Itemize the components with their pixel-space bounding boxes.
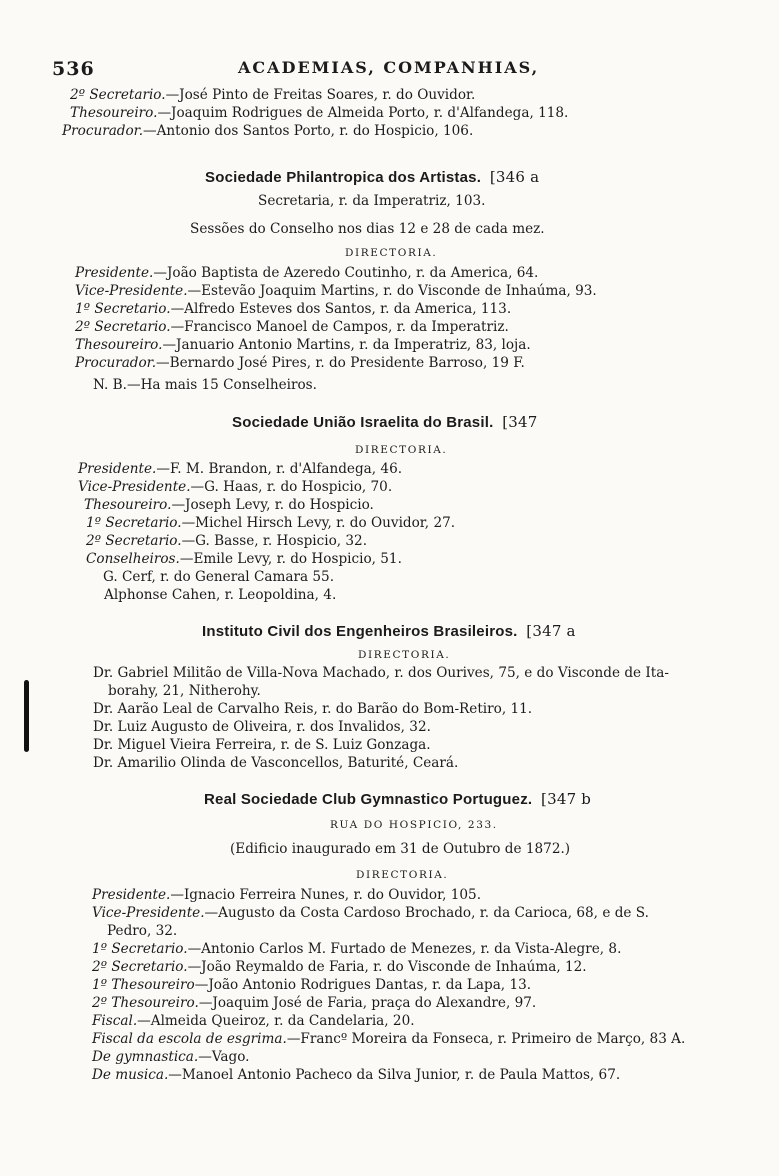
entry-line: 1º Secretario.—Alfredo Esteves dos Santos, r. da America, 113. bbox=[75, 301, 512, 317]
entry-line: Vice-Presidente.—Augusto da Costa Cardoso Brochado, r. da Carioca, 68, e de S. bbox=[92, 905, 649, 921]
section-heading: DIRECTORIA. bbox=[345, 247, 438, 259]
section-heading: DIRECTORIA. bbox=[358, 649, 451, 661]
entry-line: 1º Secretario.—Antonio Carlos M. Furtado de Menezes, r. da Vista-Alegre, 8. bbox=[92, 941, 622, 957]
section-title: Real Sociedade Club Gymnastico Portuguez. [347 b bbox=[204, 790, 592, 808]
entry-line: Dr. Gabriel Militão de Villa-Nova Machado, r. dos Ourives, 75, e do Visconde de Ita- bbox=[93, 665, 669, 681]
entry-line: Dr. Aarão Leal de Carvalho Reis, r. do Barão do Bom-Retiro, 11. bbox=[93, 701, 533, 717]
entry-line: Dr. Amarilio Olinda de Vasconcellos, Baturité, Ceará. bbox=[93, 755, 459, 771]
entry-line: 2º Secretario.—João Reymaldo de Faria, r. do Visconde de Inhaúma, 12. bbox=[92, 959, 587, 975]
entry-line: Fiscal da escola de esgrima.—Francº Moreira da Fonseca, r. Primeiro de Março, 83 A. bbox=[92, 1031, 686, 1047]
entry-line: 2º Secretario.—Francisco Manoel de Campos, r. da Imperatriz. bbox=[75, 319, 509, 335]
entry-line: Presidente.—Ignacio Ferreira Nunes, r. do Ouvidor, 105. bbox=[92, 887, 482, 903]
entry-line: Procurador.—Antonio dos Santos Porto, r. do Hospicio, 106. bbox=[62, 123, 474, 139]
entry-line: Thesoureiro.—Joaquim Rodrigues de Almeida Porto, r. d'Alfandega, 118. bbox=[70, 105, 569, 121]
section-title: Instituto Civil dos Engenheiros Brasileiros. [347 a bbox=[202, 622, 576, 640]
entry-line: Vice-Presidente.—Estevão Joaquim Martins, r. do Visconde de Inhaúma, 93. bbox=[75, 283, 597, 299]
entry-line: 2º Secretario.—G. Basse, r. Hospicio, 32. bbox=[86, 533, 368, 549]
entry-line: 2º Thesoureiro.—Joaquim José de Faria, praça do Alexandre, 97. bbox=[92, 995, 537, 1011]
entry-line: Presidente.—F. M. Brandon, r. d'Alfandega, 46. bbox=[78, 461, 403, 477]
section-note: N. B.—Ha mais 15 Conselheiros. bbox=[93, 377, 317, 393]
entry-line: Thesoureiro.—Januario Antonio Martins, r. da Imperatriz, 83, loja. bbox=[75, 337, 531, 353]
entry-line: Fiscal.—Almeida Queiroz, r. da Candelaria, 20. bbox=[92, 1013, 415, 1029]
entry-line: borahy, 21, Nitherohy. bbox=[108, 683, 261, 699]
section-address: Secretaria, r. da Imperatriz, 103. bbox=[258, 193, 486, 209]
section-street: RUA DO HOSPICIO, 233. bbox=[330, 819, 498, 831]
entry-line: 1º Secretario.—Michel Hirsch Levy, r. do Ouvidor, 27. bbox=[86, 515, 456, 531]
entry-line: Dr. Miguel Vieira Ferreira, r. de S. Luiz Gonzaga. bbox=[93, 737, 431, 753]
scan-mark bbox=[24, 680, 29, 752]
section-heading: DIRECTORIA. bbox=[355, 444, 448, 456]
section-heading: DIRECTORIA. bbox=[356, 869, 449, 881]
section-note: (Edificio inaugurado em 31 de Outubro de 1872.) bbox=[230, 841, 571, 857]
entry-line: Presidente.—João Baptista de Azeredo Coutinho, r. da America, 64. bbox=[75, 265, 539, 281]
entry-line: Pedro, 32. bbox=[107, 923, 178, 939]
entry-line: G. Cerf, r. do General Camara 55. bbox=[103, 569, 335, 585]
section-title: Sociedade União Israelita do Brasil. [347 bbox=[232, 413, 538, 431]
section-title: Sociedade Philantropica dos Artistas. [346 a bbox=[205, 168, 540, 186]
entry-line: Thesoureiro.—Joseph Levy, r. do Hospicio. bbox=[84, 497, 374, 513]
entry-line: De musica.—Manoel Antonio Pacheco da Silva Junior, r. de Paula Mattos, 67. bbox=[92, 1067, 621, 1083]
entry-line: Vice-Presidente.—G. Haas, r. do Hospicio, 70. bbox=[78, 479, 393, 495]
entry-line: Procurador.—Bernardo José Pires, r. do Presidente Barroso, 19 F. bbox=[75, 355, 525, 371]
entry-line: 1º Thesoureiro—João Antonio Rodrigues Dantas, r. da Lapa, 13. bbox=[92, 977, 532, 993]
page-number: 536 bbox=[52, 58, 95, 80]
entry-line: Conselheiros.—Emile Levy, r. do Hospicio, 51. bbox=[86, 551, 402, 567]
entry-line: De gymnastica.—Vago. bbox=[92, 1049, 250, 1065]
entry-line: Alphonse Cahen, r. Leopoldina, 4. bbox=[104, 587, 337, 603]
entry-line: Dr. Luiz Augusto de Oliveira, r. dos Invalidos, 32. bbox=[93, 719, 431, 735]
entry-line: 2º Secretario.—José Pinto de Freitas Soares, r. do Ouvidor. bbox=[70, 87, 476, 103]
section-note: Sessões do Conselho nos dias 12 e 28 de cada mez. bbox=[190, 221, 545, 237]
running-title: ACADEMIAS, COMPANHIAS, bbox=[238, 58, 540, 77]
